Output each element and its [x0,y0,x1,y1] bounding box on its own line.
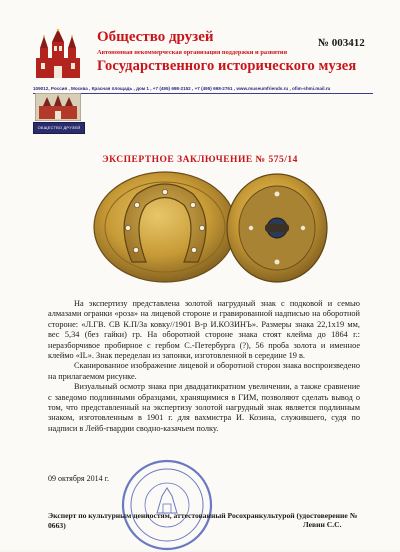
society-emblem-image [35,93,81,121]
header-divider [33,93,373,94]
body-paragraph: Визуальный осмотр знака при двадцатикратном увеличении, а также сравнение с заведомо подлинными образцами, хранящимися в ГИМ, позволяют сделать вывод о том, что представленный на экспертизу золотой нагрудный знак является подлинным знаком, изготовленным в 1901 г. для вахмистра И. Козина, служившего, судя по надписи в Лейб-гвардии сводно-казачьем полку. [48,382,360,433]
expert-credentials: Эксперт по культурным ценностям, аттестованный Росохранкультурой (удостоверение № 0663) [48,511,358,530]
org-name-line1: Общество друзей [97,29,214,45]
contacts-line: 109012, Россия , Москва , Красная площадь , дом 1 , +7 (495) 698-2152 , +7 (495) 698-2761 , www.museumfriends.ru , ofim-shmi.mail.ru [33,86,331,91]
document-date: 09 октября 2014 г. [48,474,109,483]
official-seal-stamp [120,458,214,552]
badge-back-photo [225,172,330,284]
document-number: № 003412 [318,37,365,49]
body-paragraph: Сканированное изображение лицевой и оборотной сторон знака воспроизведено на прилагаемом рисунке. [48,361,360,381]
body-paragraph: На экспертизу представлена золотой нагрудный знак с подковой и семью алмазами огранки «роза» на лицевой стороне и гравированной надписью на оборотной стороне: «Л.ГВ. СВ К.П/3а ковку//1901 В-р И.КОЗИНЪ». Размеры знака 22,1х19 мм, вес 5,34 (без гайки) гр. На оборотной стороне знака стоят клейма до 1864 г.: неразборчивое пробирное с гербом С.-Петербурга (?), 56 проба золота и именное клеймо «IL». Знак переделан из запонки, изготовленной в середине 19 в. [48,299,360,361]
org-name-line2: Государственного исторического музея [97,58,357,74]
badge-front-photo [92,170,238,284]
historical-museum-logo [34,28,82,80]
emblem-caption: ОБЩЕСТВО ДРУЗЕЙ [33,122,85,134]
document-title: ЭКСПЕРТНОЕ ЗАКЛЮЧЕНИЕ № 575/14 [102,155,298,165]
expert-name: Левин С.С. [303,520,342,529]
org-subtitle: Автономная некоммерческая организация поддержки и развития [97,49,288,56]
conclusion-body [48,299,360,434]
